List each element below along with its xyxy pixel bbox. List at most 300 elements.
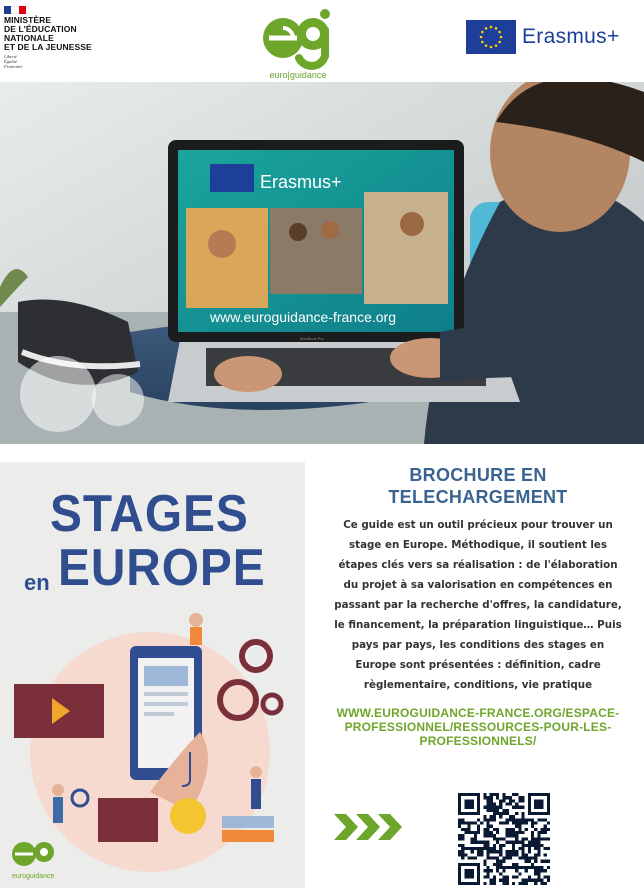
qr-module	[515, 831, 518, 834]
qr-module	[509, 815, 512, 818]
qr-module	[547, 860, 550, 863]
qr-module	[487, 796, 490, 799]
qr-module	[515, 806, 518, 809]
qr-module	[458, 837, 461, 840]
qr-module	[496, 860, 499, 863]
qr-module	[461, 822, 464, 825]
qr-module	[515, 850, 518, 853]
description-line: le financement, la préparation linguistique… Puis	[334, 619, 622, 631]
qr-module	[490, 879, 493, 882]
qr-module	[477, 831, 480, 834]
qr-module	[496, 806, 499, 809]
qr-module	[483, 860, 486, 863]
qr-module	[487, 850, 490, 853]
qr-module	[528, 860, 531, 863]
qr-module	[458, 825, 461, 828]
qr-module	[493, 812, 496, 815]
qr-module	[468, 825, 471, 828]
brochure-heading	[316, 464, 640, 508]
eu-star-icon	[490, 46, 493, 49]
qr-module	[499, 863, 502, 866]
qr-module	[502, 812, 505, 815]
qr-module	[480, 847, 483, 850]
qr-module	[537, 837, 540, 840]
qr-module	[483, 796, 486, 799]
qr-module	[490, 834, 493, 837]
qr-module	[528, 844, 531, 847]
qr-module	[512, 799, 515, 802]
qr-module	[506, 822, 509, 825]
qr-module	[521, 847, 524, 850]
qr-module	[512, 831, 515, 834]
qr-module	[471, 841, 474, 844]
eu-star-icon	[495, 44, 498, 47]
qr-module	[499, 866, 502, 869]
qr-module	[461, 837, 464, 840]
hero-photo	[0, 82, 644, 444]
qr-module	[471, 847, 474, 850]
qr-module	[487, 828, 490, 831]
qr-module	[518, 828, 521, 831]
qr-module	[490, 806, 493, 809]
qr-module	[496, 863, 499, 866]
qr-module	[461, 856, 464, 859]
qr-module	[493, 793, 496, 796]
qr-module	[502, 875, 505, 878]
qr-module	[547, 879, 550, 882]
qr-module	[540, 879, 543, 882]
qr-module	[525, 879, 528, 882]
qr-module	[547, 875, 550, 878]
euroguidance-logo	[255, 4, 341, 82]
qr-module	[487, 831, 490, 834]
eu-flag-icon	[466, 20, 516, 54]
qr-module	[540, 866, 543, 869]
qr-module	[531, 825, 534, 828]
qr-module	[499, 812, 502, 815]
qr-module	[483, 869, 486, 872]
qr-module	[534, 828, 537, 831]
qr-module	[521, 799, 524, 802]
qr-module	[461, 847, 464, 850]
qr-module	[525, 866, 528, 869]
qr-module	[506, 882, 509, 885]
qr-module	[474, 841, 477, 844]
qr-module	[458, 853, 461, 856]
description-line: Ce guide est un outil précieux pour trouver un	[343, 519, 613, 531]
qr-module	[499, 847, 502, 850]
qr-module	[468, 822, 471, 825]
qr-module	[471, 822, 474, 825]
qr-module	[528, 850, 531, 853]
qr-module	[544, 875, 547, 878]
qr-module	[499, 844, 502, 847]
qr-module	[521, 841, 524, 844]
qr-module	[468, 856, 471, 859]
qr-module	[471, 850, 474, 853]
qr-module	[487, 841, 490, 844]
eu-star-icon	[481, 41, 484, 44]
qr-module	[515, 822, 518, 825]
eu-star-icon	[495, 27, 498, 30]
qr-module	[509, 853, 512, 856]
qr-module	[499, 879, 502, 882]
qr-module	[464, 822, 467, 825]
qr-module	[483, 844, 486, 847]
qr-module	[544, 828, 547, 831]
ministry-line: MINISTÈRE	[4, 15, 52, 25]
qr-module	[474, 831, 477, 834]
qr-module	[493, 850, 496, 853]
qr-module	[528, 818, 531, 821]
qr-module	[515, 869, 518, 872]
qr-module	[521, 879, 524, 882]
qr-module	[506, 853, 509, 856]
qr-module	[499, 822, 502, 825]
qr-module	[515, 866, 518, 869]
qr-module	[493, 809, 496, 812]
qr-module	[518, 796, 521, 799]
qr-module	[506, 812, 509, 815]
qr-module	[518, 882, 521, 885]
qr-module	[496, 812, 499, 815]
qr-module	[487, 822, 490, 825]
qr-module	[477, 828, 480, 831]
eu-star-icon	[498, 31, 501, 34]
qr-module	[537, 875, 540, 878]
qr-module	[490, 882, 493, 885]
qr-module	[487, 869, 490, 872]
qr-module	[509, 803, 512, 806]
url-line[interactable]: WWW.EUROGUIDANCE-FRANCE.ORG/ESPACE-	[336, 706, 620, 720]
qr-module	[515, 818, 518, 821]
description-line: Europe sont présentées : définition, cadre	[355, 659, 601, 671]
qr-module	[528, 847, 531, 850]
qr-module	[509, 834, 512, 837]
qr-module	[496, 856, 499, 859]
qr-module	[480, 853, 483, 856]
qr-module	[544, 882, 547, 885]
qr-module	[483, 882, 486, 885]
screen-url: www.euroguidance-france.org	[210, 309, 396, 325]
qr-module	[480, 841, 483, 844]
qr-module	[534, 860, 537, 863]
motto-line: Égalité	[4, 59, 17, 64]
qr-module	[547, 828, 550, 831]
qr-module	[477, 850, 480, 853]
qr-module	[537, 841, 540, 844]
qr-module	[502, 796, 505, 799]
qr-module	[509, 831, 512, 834]
qr-module	[521, 844, 524, 847]
qr-module	[521, 822, 524, 825]
qr-module	[512, 828, 515, 831]
qr-module	[483, 834, 486, 837]
qr-module	[537, 847, 540, 850]
description-line: stage en Europe. Méthodique, il soutient les	[349, 539, 607, 551]
qr-module	[544, 847, 547, 850]
qr-module	[487, 825, 490, 828]
qr-module	[496, 828, 499, 831]
qr-module	[490, 815, 493, 818]
qr-module	[521, 837, 524, 840]
triple-chevron-right-icon	[332, 808, 406, 846]
qr-module	[518, 825, 521, 828]
qr-module	[528, 875, 531, 878]
qr-module	[509, 799, 512, 802]
qr-module	[512, 866, 515, 869]
qr-module	[531, 844, 534, 847]
qr-module	[490, 847, 493, 850]
qr-module	[534, 882, 537, 885]
qr-module	[464, 828, 467, 831]
qr-module	[502, 844, 505, 847]
qr-module	[515, 875, 518, 878]
qr-module	[458, 822, 461, 825]
qr-module	[544, 860, 547, 863]
qr-module	[493, 806, 496, 809]
qr-module	[483, 828, 486, 831]
qr-module	[506, 803, 509, 806]
cover-title-europe: EUROPE	[58, 539, 266, 597]
qr-module	[487, 853, 490, 856]
qr-module	[531, 866, 534, 869]
qr-module	[518, 872, 521, 875]
qr-module	[483, 815, 486, 818]
description-line: règlementaire, conditions, vie pratique	[363, 679, 593, 691]
qr-module	[547, 866, 550, 869]
qr-module	[512, 882, 515, 885]
qr-module	[540, 860, 543, 863]
qr-module	[461, 853, 464, 856]
qr-module	[468, 847, 471, 850]
qr-module	[490, 850, 493, 853]
description-line: pays par pays, les conditions des stages en	[351, 639, 605, 651]
qr-module	[483, 875, 486, 878]
qr-module	[461, 818, 464, 821]
qr-module	[487, 809, 490, 812]
qr-module	[540, 844, 543, 847]
qr-module	[518, 841, 521, 844]
qr-module	[483, 841, 486, 844]
qr-module	[521, 882, 524, 885]
qr-module	[490, 825, 493, 828]
qr-module	[487, 844, 490, 847]
qr-module	[490, 831, 493, 834]
motto-line: Liberté	[4, 54, 17, 59]
qr-module	[502, 882, 505, 885]
qr-module	[487, 834, 490, 837]
qr-module	[493, 844, 496, 847]
qr-module	[509, 856, 512, 859]
qr-module	[490, 796, 493, 799]
qr-module	[496, 850, 499, 853]
qr-module	[490, 799, 493, 802]
qr-module	[509, 866, 512, 869]
qr-module	[483, 806, 486, 809]
qr-module	[537, 879, 540, 882]
url-line[interactable]: PROFESSIONNELS/	[419, 734, 537, 748]
qr-module	[490, 818, 493, 821]
qr-module	[534, 853, 537, 856]
qr-module	[525, 882, 528, 885]
qr-module	[534, 822, 537, 825]
euroguidance-eg-icon	[255, 4, 341, 70]
qr-module	[512, 822, 515, 825]
qr-module	[518, 847, 521, 850]
qr-module	[521, 831, 524, 834]
qr-module	[506, 834, 509, 837]
qr-module	[525, 818, 528, 821]
qr-module	[512, 834, 515, 837]
qr-module	[506, 796, 509, 799]
qr-module	[528, 866, 531, 869]
eu-star-icon	[481, 31, 484, 34]
qr-module	[499, 837, 502, 840]
qr-module	[490, 809, 493, 812]
qr-module	[461, 828, 464, 831]
qr-module	[521, 815, 524, 818]
qr-module	[540, 882, 543, 885]
qr-module	[499, 872, 502, 875]
qr-module	[531, 831, 534, 834]
qr-module	[502, 799, 505, 802]
erasmus-logo	[466, 18, 620, 56]
qr-module	[477, 841, 480, 844]
qr-module	[509, 841, 512, 844]
header	[0, 0, 644, 82]
qr-module	[499, 853, 502, 856]
qr-module	[490, 803, 493, 806]
qr-module	[471, 856, 474, 859]
qr-module	[521, 812, 524, 815]
qr-module	[487, 799, 490, 802]
qr-module	[487, 806, 490, 809]
qr-module	[490, 856, 493, 859]
qr-module	[544, 825, 547, 828]
qr-module	[502, 860, 505, 863]
eu-star-icon	[490, 26, 493, 29]
qr-module	[531, 856, 534, 859]
qr-code-icon[interactable]	[458, 793, 550, 885]
qr-module	[464, 853, 467, 856]
qr-module	[544, 869, 547, 872]
qr-module	[534, 866, 537, 869]
erasmus-label: Erasmus+	[522, 25, 620, 48]
qr-module	[493, 882, 496, 885]
download-link[interactable]	[316, 706, 640, 748]
qr-module	[496, 866, 499, 869]
qr-module	[544, 853, 547, 856]
qr-module	[458, 834, 461, 837]
laptop-label: MacBook Pro	[300, 336, 325, 341]
description-line: passant par la recherche d'offres, la candidature,	[334, 599, 622, 611]
ministry-logo	[4, 6, 114, 69]
qr-finder	[534, 799, 544, 809]
qr-module	[471, 837, 474, 840]
cover-title-stages: STAGES	[50, 485, 249, 543]
qr-module	[493, 847, 496, 850]
qr-module	[515, 812, 518, 815]
qr-module	[474, 822, 477, 825]
eu-star-icon	[485, 27, 488, 30]
qr-module	[474, 856, 477, 859]
qr-module	[493, 815, 496, 818]
qr-module	[487, 856, 490, 859]
qr-module	[537, 853, 540, 856]
qr-module	[480, 850, 483, 853]
qr-module	[531, 818, 534, 821]
url-line[interactable]: PROFESSIONNEL/RESSOURCES-POUR-LES-	[344, 720, 612, 734]
qr-module	[483, 818, 486, 821]
cover-euroguidance-icon	[8, 832, 60, 884]
qr-module	[496, 869, 499, 872]
qr-module	[496, 796, 499, 799]
qr-module	[537, 834, 540, 837]
eu-star-icon	[498, 41, 501, 44]
qr-module	[509, 818, 512, 821]
qr-module	[515, 863, 518, 866]
qr-module	[515, 825, 518, 828]
brochure-description	[316, 515, 640, 695]
qr-module	[502, 837, 505, 840]
qr-module	[540, 828, 543, 831]
qr-module	[477, 847, 480, 850]
cover-title-en: en	[24, 570, 50, 595]
qr-module	[528, 879, 531, 882]
qr-module	[496, 809, 499, 812]
qr-finder	[464, 869, 474, 879]
qr-module	[531, 834, 534, 837]
qr-module	[499, 815, 502, 818]
qr-module	[509, 828, 512, 831]
qr-module	[518, 866, 521, 869]
qr-module	[512, 793, 515, 796]
qr-module	[506, 875, 509, 878]
heading-line: BROCHURE EN	[409, 465, 547, 485]
cover-logo-text: euroguidance	[12, 873, 55, 880]
euroguidance-logo-text: euro|guidance	[269, 70, 327, 80]
eu-star-icon	[500, 36, 503, 39]
qr-module	[518, 806, 521, 809]
qr-module	[493, 834, 496, 837]
qr-module	[502, 866, 505, 869]
qr-module	[506, 856, 509, 859]
qr-module	[515, 853, 518, 856]
qr-module	[521, 866, 524, 869]
qr-module	[531, 822, 534, 825]
qr-module	[521, 796, 524, 799]
qr-module	[534, 869, 537, 872]
qr-module	[493, 863, 496, 866]
description-line: étapes clés vers sa réalisation : de l'élaboration	[338, 559, 618, 571]
qr-module	[480, 822, 483, 825]
qr-module	[493, 879, 496, 882]
qr-module	[468, 831, 471, 834]
qr-module	[506, 841, 509, 844]
qr-module	[458, 844, 461, 847]
qr-module	[531, 863, 534, 866]
french-flag-icon	[4, 6, 26, 14]
qr-module	[525, 822, 528, 825]
qr-module	[487, 866, 490, 869]
qr-module	[493, 828, 496, 831]
qr-module	[537, 850, 540, 853]
qr-module	[499, 860, 502, 863]
qr-module	[468, 828, 471, 831]
qr-module	[521, 818, 524, 821]
description-line: du projet à sa valorisation en compétences en	[343, 579, 613, 591]
